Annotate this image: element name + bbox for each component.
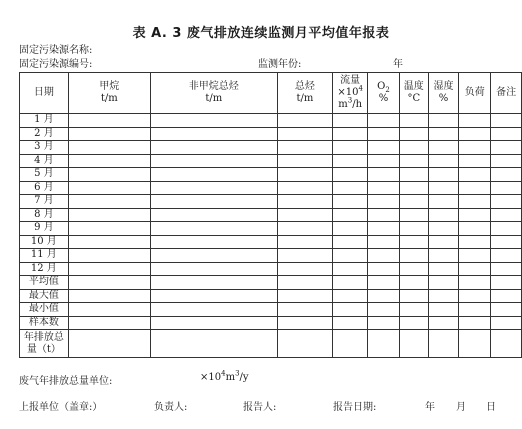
data-cell[interactable] (491, 330, 522, 358)
data-cell[interactable] (150, 141, 277, 155)
data-cell[interactable] (368, 289, 400, 303)
col-humidity-name: 湿度 (433, 81, 454, 92)
reporter-label: 报告人: (243, 402, 277, 413)
data-cell[interactable] (68, 141, 150, 155)
data-cell[interactable] (459, 330, 491, 358)
row-label: 4 月 (20, 154, 69, 168)
table-row (20, 195, 522, 209)
data-cell[interactable] (491, 168, 522, 182)
data-cell[interactable] (368, 127, 400, 141)
data-cell[interactable] (277, 208, 333, 222)
report-date-label: 报告日期: (333, 402, 377, 413)
data-cell[interactable] (333, 249, 368, 263)
data-cell[interactable] (399, 303, 428, 317)
data-cell[interactable] (399, 168, 428, 182)
col-thc (277, 73, 333, 114)
data-cell[interactable] (150, 114, 277, 128)
data-cell[interactable] (333, 168, 368, 182)
table-row (20, 262, 522, 276)
data-cell[interactable] (277, 316, 333, 330)
data-cell[interactable] (333, 262, 368, 276)
flow-unit-base: ×10 (337, 87, 359, 98)
data-cell[interactable] (399, 249, 428, 263)
data-cell[interactable] (459, 141, 491, 155)
table-row (20, 249, 522, 263)
col-nmhc-unit: t/m (205, 93, 223, 104)
data-cell[interactable] (428, 127, 459, 141)
col-o2 (368, 73, 400, 114)
date-day: 日 (486, 402, 496, 413)
data-cell[interactable] (277, 276, 333, 290)
row-label: 6 月 (20, 181, 69, 195)
data-cell[interactable] (491, 181, 522, 195)
data-cell[interactable] (150, 235, 277, 249)
data-cell[interactable] (459, 208, 491, 222)
data-cell[interactable] (68, 195, 150, 209)
annual-unit-value (200, 369, 249, 383)
header-row (20, 73, 522, 114)
col-thc-unit: t/m (296, 93, 314, 104)
data-cell[interactable] (399, 141, 428, 155)
source-name-label: 固定污染源名称: (19, 45, 93, 56)
table-row (20, 114, 522, 128)
data-cell[interactable] (68, 316, 150, 330)
col-flow (333, 73, 368, 114)
col-o2-name (368, 81, 399, 93)
data-cell[interactable] (459, 303, 491, 317)
data-cell[interactable] (150, 249, 277, 263)
data-cell[interactable] (150, 276, 277, 290)
col-humidity-unit: % (438, 93, 449, 104)
data-cell[interactable] (428, 208, 459, 222)
data-cell[interactable] (428, 181, 459, 195)
row-label: 10 月 (20, 235, 69, 249)
row-label: 8 月 (20, 208, 69, 222)
data-cell[interactable] (491, 262, 522, 276)
data-cell[interactable] (68, 330, 150, 358)
data-cell[interactable] (459, 262, 491, 276)
data-cell[interactable] (428, 289, 459, 303)
col-nmhc-name: 非甲烷总烃 (188, 81, 239, 92)
data-cell[interactable] (368, 168, 400, 182)
data-cell[interactable] (277, 168, 333, 182)
data-cell[interactable] (277, 114, 333, 128)
source-id-label: 固定污染源编号: (19, 59, 93, 70)
annual-total-line2: 量（t） (26, 343, 61, 355)
data-cell[interactable] (277, 127, 333, 141)
data-cell[interactable] (428, 330, 459, 358)
data-cell[interactable] (399, 316, 428, 330)
data-cell[interactable] (68, 262, 150, 276)
data-cell[interactable] (333, 114, 368, 128)
data-cell[interactable] (277, 303, 333, 317)
report-title: 表 A. 3 废气排放连续监测月平均值年报表 (132, 26, 390, 41)
data-cell[interactable] (68, 127, 150, 141)
data-cell[interactable] (491, 222, 522, 236)
data-cell[interactable] (68, 114, 150, 128)
data-cell[interactable] (277, 262, 333, 276)
data-cell[interactable] (333, 316, 368, 330)
data-cell[interactable] (368, 303, 400, 317)
year-unit: 年 (393, 59, 403, 70)
data-cell[interactable] (459, 222, 491, 236)
reporter-unit-label: 上报单位（盖章:） (19, 402, 103, 413)
flow-unit-tail: /h (352, 99, 363, 110)
data-cell[interactable] (459, 127, 491, 141)
o2-subscript: 2 (385, 86, 390, 94)
data-cell[interactable] (150, 289, 277, 303)
data-cell[interactable] (491, 114, 522, 128)
data-cell[interactable] (459, 276, 491, 290)
col-thc-name: 总烃 (294, 81, 315, 92)
data-cell[interactable] (277, 330, 333, 358)
annual-unit-base: ×10 (200, 372, 222, 383)
col-methane-name: 甲烷 (99, 81, 120, 92)
table-row (20, 276, 522, 290)
date-month: 月 (456, 402, 466, 413)
row-label: 2 月 (20, 127, 69, 141)
col-nmhc (150, 73, 277, 114)
data-cell[interactable] (333, 276, 368, 290)
data-cell[interactable] (428, 235, 459, 249)
row-label: 5 月 (20, 168, 69, 182)
table-row (20, 303, 522, 317)
col-o2-unit: % (378, 93, 389, 104)
year-label: 监测年份: (258, 59, 302, 70)
col-temp (399, 73, 428, 114)
row-label: 9 月 (20, 222, 69, 236)
data-cell[interactable] (333, 181, 368, 195)
data-cell[interactable] (459, 195, 491, 209)
data-cell[interactable] (399, 222, 428, 236)
data-cell[interactable] (333, 141, 368, 155)
data-cell[interactable] (277, 154, 333, 168)
data-cell[interactable] (459, 289, 491, 303)
data-cell[interactable] (428, 141, 459, 155)
data-cell[interactable] (150, 222, 277, 236)
data-cell[interactable] (68, 168, 150, 182)
data-cell[interactable] (277, 141, 333, 155)
responsible-label: 负责人: (154, 402, 188, 413)
data-cell[interactable] (428, 222, 459, 236)
annual-unit-m-exp: 3 (235, 369, 240, 378)
data-cell[interactable] (491, 249, 522, 263)
annual-unit-end: /y (239, 372, 249, 383)
data-cell[interactable] (150, 168, 277, 182)
data-cell[interactable] (68, 303, 150, 317)
report-table (19, 72, 522, 358)
row-label: 平均值 (20, 276, 69, 290)
row-label: 最大值 (20, 289, 69, 303)
data-cell[interactable] (68, 154, 150, 168)
data-cell[interactable] (333, 235, 368, 249)
table-row (20, 154, 522, 168)
row-label: 7 月 (20, 195, 69, 209)
row-label: 12 月 (20, 262, 69, 276)
flow-unit-m-exp: 3 (347, 96, 353, 105)
data-cell[interactable] (277, 195, 333, 209)
data-cell[interactable] (333, 330, 368, 358)
data-cell[interactable] (459, 249, 491, 263)
data-cell[interactable] (368, 276, 400, 290)
data-cell[interactable] (491, 208, 522, 222)
row-label: 1 月 (20, 114, 69, 128)
col-date: 日期 (20, 73, 69, 114)
data-cell[interactable] (68, 208, 150, 222)
row-label: 样本数 (20, 316, 69, 330)
col-methane (68, 73, 150, 114)
data-cell[interactable] (459, 235, 491, 249)
o2-letter: O (377, 81, 386, 92)
data-cell[interactable] (333, 222, 368, 236)
data-cell[interactable] (491, 303, 522, 317)
data-cell[interactable] (459, 316, 491, 330)
annual-unit-m: m (225, 372, 236, 383)
data-cell[interactable] (150, 154, 277, 168)
data-cell[interactable] (333, 195, 368, 209)
table-row (20, 289, 522, 303)
data-cell[interactable] (428, 316, 459, 330)
data-cell[interactable] (368, 114, 400, 128)
data-cell[interactable] (333, 154, 368, 168)
data-cell[interactable] (399, 330, 428, 358)
table-row (20, 141, 522, 155)
data-cell[interactable] (150, 181, 277, 195)
data-cell[interactable] (428, 154, 459, 168)
data-cell[interactable] (368, 316, 400, 330)
table-row (20, 316, 522, 330)
data-cell[interactable] (459, 154, 491, 168)
data-cell[interactable] (459, 181, 491, 195)
data-cell[interactable] (68, 289, 150, 303)
data-cell[interactable] (368, 262, 400, 276)
data-cell[interactable] (459, 114, 491, 128)
col-remark: 备注 (491, 73, 522, 114)
data-cell[interactable] (277, 235, 333, 249)
data-cell[interactable] (428, 262, 459, 276)
flow-unit-m: m (338, 99, 348, 110)
annual-total-line1: 年排放总 (23, 331, 64, 343)
data-cell[interactable] (428, 168, 459, 182)
col-load: 负荷 (459, 73, 491, 114)
col-methane-unit: t/m (100, 93, 118, 104)
data-cell[interactable] (399, 181, 428, 195)
data-cell[interactable] (368, 154, 400, 168)
col-flow-unit2 (333, 96, 367, 111)
date-year: 年 (425, 402, 435, 413)
data-cell[interactable] (491, 316, 522, 330)
table-body (20, 114, 522, 358)
data-cell[interactable] (399, 195, 428, 209)
data-cell[interactable] (68, 249, 150, 263)
row-label-annual-total (20, 330, 69, 358)
data-cell[interactable] (491, 276, 522, 290)
annual-unit-label: 废气年排放总量单位: (19, 376, 113, 387)
data-cell[interactable] (277, 289, 333, 303)
data-cell[interactable] (277, 249, 333, 263)
data-cell[interactable] (399, 289, 428, 303)
data-cell[interactable] (368, 222, 400, 236)
data-cell[interactable] (491, 289, 522, 303)
data-cell[interactable] (333, 289, 368, 303)
data-cell[interactable] (491, 235, 522, 249)
data-cell[interactable] (368, 141, 400, 155)
table-row (20, 330, 522, 358)
data-cell[interactable] (428, 303, 459, 317)
data-cell[interactable] (399, 276, 428, 290)
table-row (20, 127, 522, 141)
data-cell[interactable] (150, 195, 277, 209)
data-cell[interactable] (277, 181, 333, 195)
data-cell[interactable] (459, 168, 491, 182)
data-cell[interactable] (150, 208, 277, 222)
row-label: 最小值 (20, 303, 69, 317)
col-temp-name: 温度 (403, 81, 424, 92)
data-cell[interactable] (368, 249, 400, 263)
data-cell[interactable] (150, 127, 277, 141)
data-cell[interactable] (150, 316, 277, 330)
col-temp-unit: °C (407, 93, 421, 104)
data-cell[interactable] (399, 154, 428, 168)
table-row (20, 208, 522, 222)
data-cell[interactable] (277, 222, 333, 236)
data-cell[interactable] (428, 249, 459, 263)
data-cell[interactable] (491, 127, 522, 141)
row-label: 11 月 (20, 249, 69, 263)
flow-unit-exp: 4 (358, 84, 363, 93)
data-cell[interactable] (399, 235, 428, 249)
row-label: 3 月 (20, 141, 69, 155)
data-cell[interactable] (428, 276, 459, 290)
data-cell[interactable] (150, 303, 277, 317)
data-cell[interactable] (491, 195, 522, 209)
data-cell[interactable] (399, 208, 428, 222)
data-cell[interactable] (491, 154, 522, 168)
table-row (20, 168, 522, 182)
data-cell[interactable] (68, 235, 150, 249)
data-cell[interactable] (68, 222, 150, 236)
data-cell[interactable] (368, 235, 400, 249)
data-cell[interactable] (150, 262, 277, 276)
data-cell[interactable] (333, 303, 368, 317)
data-cell[interactable] (428, 195, 459, 209)
data-cell[interactable] (368, 195, 400, 209)
table-row (20, 181, 522, 195)
data-cell[interactable] (150, 330, 277, 358)
data-cell[interactable] (368, 330, 400, 358)
data-cell[interactable] (399, 114, 428, 128)
data-cell[interactable] (399, 262, 428, 276)
data-cell[interactable] (68, 181, 150, 195)
data-cell[interactable] (428, 114, 459, 128)
data-cell[interactable] (333, 127, 368, 141)
data-cell[interactable] (399, 127, 428, 141)
col-flow-name: 流量 (340, 75, 361, 86)
data-cell[interactable] (368, 208, 400, 222)
annual-unit-exp: 4 (221, 369, 226, 378)
data-cell[interactable] (68, 276, 150, 290)
table-row (20, 222, 522, 236)
data-cell[interactable] (333, 208, 368, 222)
data-cell[interactable] (491, 141, 522, 155)
data-cell[interactable] (368, 181, 400, 195)
col-humidity (428, 73, 459, 114)
table-row (20, 235, 522, 249)
